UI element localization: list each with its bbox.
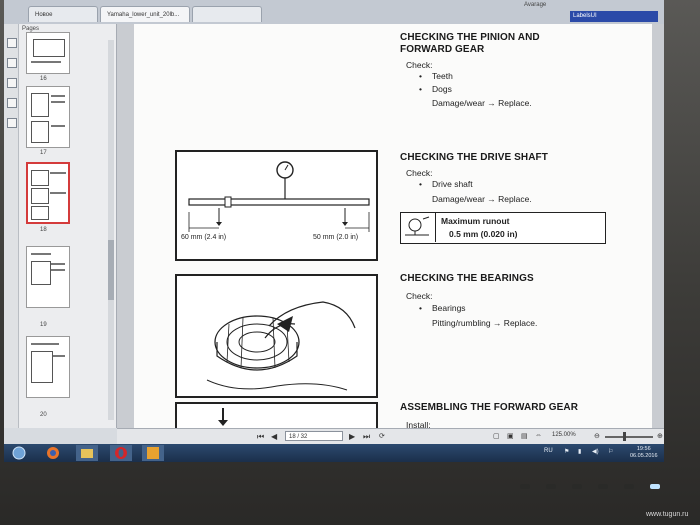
thumb-text-line — [51, 269, 65, 271]
signature-icon[interactable] — [7, 118, 17, 128]
thumb-text-line — [31, 253, 51, 255]
check-action: Damage/wear → Replace. — [432, 98, 532, 108]
install-label: Install: — [406, 420, 431, 428]
start-button[interactable] — [8, 445, 30, 461]
check-item: Dogs — [432, 84, 452, 94]
fit-width-icon[interactable]: ⇔ — [535, 432, 542, 439]
clock-date: 06.05.2016 — [630, 453, 658, 459]
dimension-right: 50 mm (2.0 in) — [313, 234, 359, 241]
monitor-button[interactable] — [624, 484, 634, 489]
thumbnail-number: 17 — [40, 150, 47, 156]
clock-time: 19:56 — [636, 446, 651, 452]
thumb-text-line — [51, 263, 65, 265]
drive-shaft-diagram — [177, 152, 376, 259]
thumb-text-line — [53, 355, 65, 357]
pdf-reader-icon[interactable] — [142, 445, 164, 461]
check-action: Damage/wear → Replace. — [432, 194, 532, 204]
dial-gauge-icon — [401, 213, 436, 242]
monitor-button[interactable] — [546, 484, 556, 489]
heading-bearings: CHECKING THE BEARINGS — [400, 273, 534, 284]
flag-icon[interactable]: ⚐ — [608, 449, 614, 455]
thumb-figure — [31, 206, 49, 220]
dimension-left: 60 mm (2.4 in) — [181, 234, 227, 241]
toolbar-label[interactable]: Avarage — [524, 2, 547, 8]
opera-icon[interactable] — [110, 445, 132, 461]
system-clock[interactable] — [630, 446, 658, 460]
check-item: Teeth — [432, 71, 453, 81]
check-item: Bearings — [432, 303, 466, 313]
zoom-slider[interactable] — [605, 436, 653, 438]
check-label: Check: — [406, 168, 433, 178]
check-item: Drive shaft — [432, 179, 473, 189]
monitor-button[interactable] — [572, 484, 582, 489]
thumb-figure — [31, 170, 49, 186]
drive-shaft-figure — [175, 150, 378, 261]
bookmark-icon[interactable] — [7, 58, 17, 68]
document-page — [134, 24, 652, 428]
check-label: Check: — [406, 60, 433, 70]
highlight-bar[interactable]: LabelsUI — [570, 11, 658, 22]
thumb-figure — [31, 93, 49, 117]
page-number-field[interactable]: 18 / 32 — [285, 431, 343, 441]
watermark: www.tugun.ru — [646, 511, 689, 518]
thumb-figure — [31, 121, 49, 143]
volume-icon[interactable]: ◀) — [592, 449, 599, 455]
pdf-toolbar — [117, 428, 664, 445]
thumbnail-number: 19 — [40, 322, 47, 328]
page-thumbnail[interactable] — [26, 32, 70, 74]
bearing-figure — [175, 274, 378, 398]
first-page-button[interactable]: ⏮ — [257, 432, 265, 441]
page-thumbnail-selected[interactable] — [26, 162, 70, 224]
panel-title: Pages — [22, 26, 40, 32]
heading-pinion-line2: FORWARD GEAR — [400, 44, 485, 55]
heading-assembling: ASSEMBLING THE FORWARD GEAR — [400, 402, 579, 413]
thumb-figure — [31, 261, 51, 285]
check-label: Check: — [406, 291, 433, 301]
thumb-text-line — [51, 101, 65, 103]
taskbar — [4, 444, 664, 462]
bearing-diagram — [177, 276, 376, 396]
monitor-button[interactable] — [520, 484, 530, 489]
thumbnail-number: 16 — [40, 76, 47, 82]
bullet-icon: • — [419, 179, 422, 189]
browser-tab-new[interactable]: Новое — [28, 6, 98, 22]
screen — [4, 0, 664, 462]
thumb-text-line — [50, 172, 66, 174]
page-thumbnail[interactable] — [26, 86, 70, 148]
spec-value: 0.5 mm (0.020 in) — [449, 229, 518, 239]
page-thumbnail[interactable] — [26, 336, 70, 398]
last-page-button[interactable]: ⏭ — [363, 432, 371, 441]
heading-pinion-line1: CHECKING THE PINION AND — [400, 32, 540, 43]
firefox-icon[interactable] — [42, 445, 64, 461]
language-indicator[interactable]: RU — [544, 448, 553, 454]
zoom-level[interactable]: 125.00% — [552, 432, 576, 438]
next-page-button[interactable]: ▶ — [349, 432, 356, 441]
layers-icon[interactable] — [7, 98, 17, 108]
bullet-icon: • — [419, 303, 422, 313]
previous-page-button[interactable]: ◀ — [271, 432, 278, 441]
monitor-button[interactable] — [598, 484, 608, 489]
network-icon[interactable]: ▮ — [578, 449, 582, 455]
browser-tab-strip — [4, 0, 664, 25]
zoom-in-button[interactable]: ⊕ — [657, 433, 663, 440]
thumbnail-number: 18 — [40, 227, 47, 233]
thumb-text-line — [51, 125, 65, 127]
zoom-out-button[interactable]: ⊖ — [594, 433, 600, 440]
panel-icon-column — [4, 24, 19, 428]
thumb-figure — [31, 351, 53, 383]
attachment-icon[interactable] — [7, 78, 17, 88]
panel-scrollbar[interactable] — [108, 40, 114, 420]
assembling-figure — [175, 402, 378, 428]
continuous-view-icon[interactable]: ▣ — [507, 433, 514, 440]
check-action: Pitting/rumbling → Replace. — [432, 318, 538, 328]
spec-title: Maximum runout — [441, 216, 510, 226]
bullet-icon: • — [419, 84, 422, 94]
file-explorer-icon[interactable] — [76, 445, 98, 461]
power-light — [650, 484, 660, 489]
thumb-figure — [33, 39, 65, 57]
thumb-text-line — [31, 343, 59, 345]
pages-icon[interactable] — [7, 38, 17, 48]
zoom-slider-knob[interactable] — [623, 432, 626, 441]
page-thumbnail[interactable] — [26, 246, 70, 308]
thumb-text-line — [50, 192, 66, 194]
panel-scroll-thumb[interactable] — [108, 240, 114, 300]
pages-panel — [4, 24, 117, 428]
rotate-icon[interactable]: ⟳ — [379, 433, 385, 440]
heading-drive-shaft: CHECKING THE DRIVE SHAFT — [400, 152, 548, 163]
single-page-view-icon[interactable]: ▢ — [493, 433, 500, 440]
two-page-view-icon[interactable]: ▤ — [521, 433, 528, 440]
thumb-text-line — [31, 61, 61, 63]
windows-flag-icon[interactable]: ⚑ — [564, 449, 570, 455]
browser-tab-empty[interactable] — [192, 6, 262, 22]
thumb-figure — [31, 188, 49, 204]
spec-box — [400, 212, 606, 244]
thumbnail-number: 20 — [40, 412, 47, 418]
browser-tab-manual[interactable]: Yamaha_lower_unit_20lb... — [100, 6, 190, 22]
bullet-icon: • — [419, 71, 422, 81]
thumb-text-line — [51, 95, 65, 97]
